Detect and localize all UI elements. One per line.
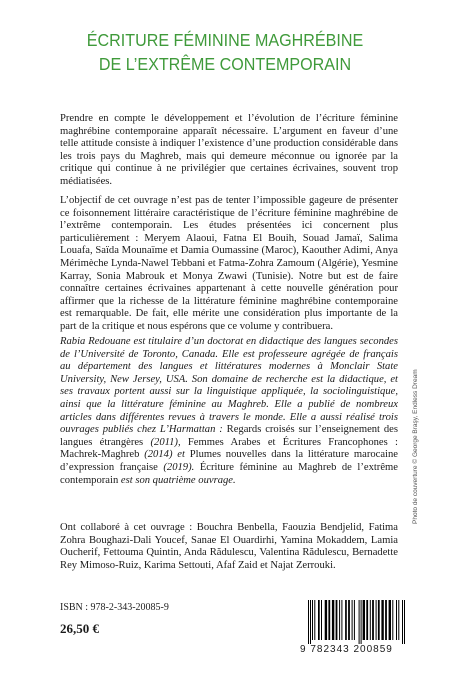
book-title-1: Regards croisés sur l’enseignement des langues étrangères (60, 424, 398, 448)
barcode (300, 600, 430, 658)
barcode-number: 9 782343 200859 (300, 644, 393, 655)
book-title-2: Femmes Arabes et Écritures Francophones : Machrek-Maghreb (60, 436, 398, 461)
book-title-4: Écriture féminine au Maghreb de l’extrême contemporain (60, 461, 398, 486)
bio-year-3: (2019). (157, 461, 200, 473)
author-bio-text (60, 336, 398, 487)
book-title (18, 28, 432, 76)
bio-year-2: (2014) et (139, 449, 190, 461)
bio-text-1: Rabia Redouane est titulaire d’un doctorat en didactique des langues secondes de l’Université de Toronto, Canada. Elle est professeure agrégée de français au département des langues et littératures modernes à Monclair State University, New Jersey, USA. Son domaine de recherche est la didactique, et ses travaux portent aussi sur la linguistique appliquée, la sociolinguistique, ainsi que la littérature féminine au Maghreb. Elle a publié de nombreux articles dans différentes revues à travers le monde. Elle a aussi réalisé trois ouvrages publiés chez L’Harmattan : (60, 336, 398, 436)
bio-text-2: est son quatrième ouvrage. (118, 474, 236, 486)
photo-credit: Photo de couverture © George Braşy, Endless Dream (412, 369, 419, 524)
summary-paragraph-1 (60, 113, 398, 189)
price: 26,50 € (60, 621, 99, 636)
bio-year-1: (2011), (143, 436, 188, 448)
summary-paragraph-2 (60, 195, 398, 334)
collaborators (60, 522, 398, 572)
author-bio (60, 336, 398, 487)
barcode-bars (308, 600, 426, 644)
title-line-1: ÉCRITURE FÉMININE MAGHRÉBINE (86, 30, 364, 50)
collaborators-text: Ont collaboré à cet ouvrage : Bouchra Benbella, Faouzia Bendjelid, Fatima Zohra Boughazi-Dali Youcef, Sanae El Ouardirhi, Yamina Mokaddem, Lamia Oucherif, Fettouma Quintin, Anda Rădulescu, Valentina Rădulescu, Bernadette Rey Mimoso-Ruiz, Karima Settouti, Afaf Zaid et Najat Zerrouki. (60, 522, 398, 571)
book-title-3: Plumes nouvelles dans la littérature marocaine d’expression française (60, 449, 398, 473)
summary-text-1: Prendre en compte le développement et l’évolution de l’écriture féminine maghrébine contemporaine apparaît nécessaire. L’argument en faveur d’une telle attitude consiste à indiquer l’existence d’une production considérable dans les trois pays du Maghreb, mais qui demeure méconnue ou ignorée par la critique qui continue à ne privilégier que certaines écrivaines, souvent trop médiatisées. (60, 113, 398, 187)
title-line-2: DE L’EXTRÊME CONTEMPORAIN (98, 54, 352, 74)
isbn: ISBN : 978-2-343-20085-9 (60, 602, 169, 613)
summary-text-2: L’objectif de cet ouvrage n’est pas de tenter l’impossible gageure de présenter ce foisonnement littéraire caractéristique de l’écriture féminine maghrébine de l’extrême contemporain. Les études présentées ici concernent plus particulièrement : Meryem Alaoui, Fatna El Bouih, Souad Jamaï, Salima Louafa, Saïda Mounaïme et Damia Oumassine (Maroc), Kaouther Adimi, Anya Mérimèche Lynda-Nawel Tebbani et Fatma-Zohra Zamoum (Algérie), Yesmine Karray, Sonia Mabrouk et Monya Zwawi (Tunisie). Notre but est de faire connaître certaines écrivaines appartenant à cette nouvelle génération pour affirmer que la richesse de la littérature féminine maghrébine contemporaine est remarquable. De fait, elle mérite une considération plus importante de la part de la critique et nous espérons que ce volume y contribuera. (60, 195, 398, 332)
